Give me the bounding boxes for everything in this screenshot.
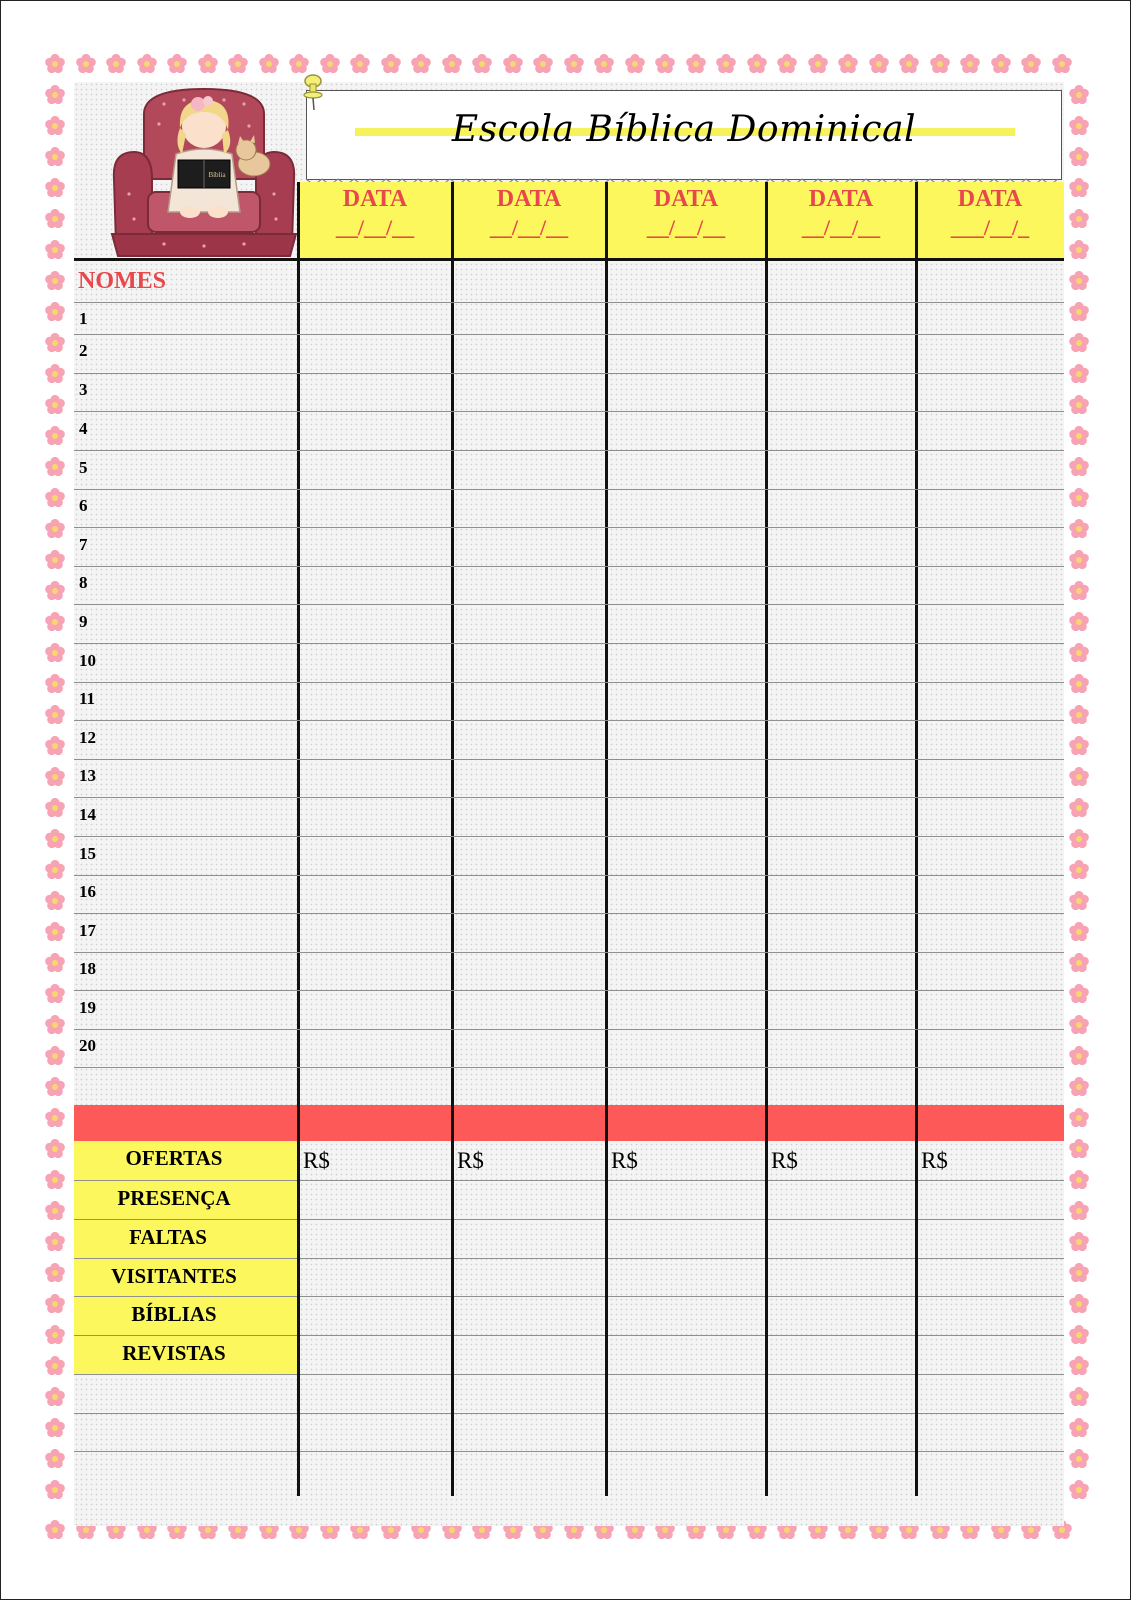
row-number: 5	[79, 458, 88, 477]
flower-icon	[1068, 1448, 1090, 1470]
flower-icon	[898, 53, 920, 75]
row-number: 20	[79, 1036, 96, 1055]
flower-icon	[1068, 301, 1090, 323]
flower-icon	[1068, 549, 1090, 571]
date-label: DATA	[808, 186, 874, 212]
flower-icon	[105, 53, 127, 75]
flower-icon	[776, 53, 798, 75]
flower-icon	[44, 1107, 66, 1129]
flower-icon	[471, 53, 493, 75]
flower-icon	[1068, 1293, 1090, 1315]
flower-icon	[44, 1479, 66, 1501]
flower-icon	[1068, 425, 1090, 447]
flower-icon	[1068, 1231, 1090, 1253]
flower-icon	[1068, 766, 1090, 788]
flower-icon	[1068, 642, 1090, 664]
page-title: Escola Bíblica Dominical	[451, 109, 917, 150]
flower-icon	[44, 363, 66, 385]
flower-icon	[44, 270, 66, 292]
row-divider	[74, 411, 1064, 412]
flower-icon	[44, 611, 66, 633]
date-column-header	[298, 182, 452, 260]
row-divider	[74, 913, 1064, 914]
flower-icon	[1068, 239, 1090, 261]
summary-label: OFERTAS	[125, 1146, 223, 1170]
date-label: DATA	[342, 186, 408, 212]
row-divider	[74, 1029, 1064, 1030]
flower-icon	[1068, 487, 1090, 509]
flower-icon	[44, 177, 66, 199]
row-divider	[74, 450, 1064, 451]
row-number: 10	[79, 651, 96, 670]
flower-icon	[1068, 115, 1090, 137]
date-label: DATA	[496, 186, 562, 212]
flower-icon	[44, 549, 66, 571]
flower-icon	[44, 921, 66, 943]
flower-icon	[75, 53, 97, 75]
date-column-header	[916, 182, 1064, 260]
flower-icon	[502, 53, 524, 75]
flower-icon	[441, 53, 463, 75]
flower-icon	[1068, 84, 1090, 106]
flower-icon	[166, 53, 188, 75]
date-blank: __/__/__	[646, 215, 726, 240]
flower-icon	[1068, 177, 1090, 199]
flower-icon	[44, 1138, 66, 1160]
column-divider	[605, 1141, 608, 1496]
flower-icon	[44, 859, 66, 881]
row-number: 14	[79, 805, 96, 824]
flower-icon	[44, 1293, 66, 1315]
summary-label: BÍBLIAS	[131, 1302, 217, 1326]
flower-icon	[44, 208, 66, 230]
row-number: 13	[79, 766, 96, 785]
flower-icon	[1068, 921, 1090, 943]
row-divider	[74, 334, 1064, 335]
flower-icon	[1068, 363, 1090, 385]
flower-icon	[1020, 53, 1042, 75]
flower-icon	[44, 1231, 66, 1253]
flower-icon	[563, 53, 585, 75]
date-column-header	[766, 182, 916, 260]
row-number: 6	[79, 496, 88, 515]
date-blank: ___/__/_	[950, 215, 1030, 240]
flower-icon	[1068, 208, 1090, 230]
flower-icon	[868, 53, 890, 75]
row-divider	[74, 836, 1064, 837]
flower-icon	[44, 673, 66, 695]
flower-icon	[44, 456, 66, 478]
offering-currency: R$	[611, 1148, 638, 1173]
title-banner	[306, 90, 1062, 180]
flower-icon	[44, 53, 66, 75]
flower-icon	[44, 1076, 66, 1098]
flower-icon	[44, 115, 66, 137]
flower-icon	[1068, 1045, 1090, 1067]
attendance-sheet	[74, 82, 1064, 1526]
row-number: 4	[79, 419, 88, 438]
flower-icon	[44, 1355, 66, 1377]
flower-icon	[227, 53, 249, 75]
flower-icon	[44, 425, 66, 447]
row-number: 8	[79, 573, 88, 592]
flower-icon	[1068, 1200, 1090, 1222]
row-divider	[74, 875, 1064, 876]
column-divider	[451, 1105, 454, 1141]
column-divider	[765, 1105, 768, 1141]
row-divider	[74, 604, 1064, 605]
flower-icon	[1068, 332, 1090, 354]
date-column-header	[606, 182, 766, 260]
flower-icon	[990, 53, 1012, 75]
summary-label: PRESENÇA	[117, 1186, 231, 1210]
offering-currency: R$	[457, 1148, 484, 1173]
column-divider	[451, 1141, 454, 1496]
summary-label: VISITANTES	[111, 1264, 237, 1288]
flower-icon	[44, 1417, 66, 1439]
flower-icon	[532, 53, 554, 75]
flower-icon	[44, 704, 66, 726]
flower-icon	[1068, 1386, 1090, 1408]
row-number: 11	[79, 689, 96, 708]
row-number: 15	[79, 844, 96, 863]
row-number: 9	[79, 612, 88, 631]
flower-icon	[136, 53, 158, 75]
column-divider	[765, 1141, 768, 1496]
row-divider	[74, 720, 1064, 721]
row-number: 1	[79, 309, 88, 328]
flower-icon	[1068, 983, 1090, 1005]
flower-icon	[44, 84, 66, 106]
book-title: Bíblia	[208, 171, 226, 179]
flower-icon	[44, 1448, 66, 1470]
flower-icon	[685, 53, 707, 75]
flower-icon	[1068, 1324, 1090, 1346]
flower-icon	[715, 53, 737, 75]
flower-icon	[1068, 735, 1090, 757]
flower-icon	[44, 766, 66, 788]
flower-icon	[959, 53, 981, 75]
flower-icon	[1068, 146, 1090, 168]
flower-icon	[654, 53, 676, 75]
flower-icon	[44, 394, 66, 416]
flower-icon	[624, 53, 646, 75]
row-divider	[74, 373, 1064, 374]
flower-icon	[44, 332, 66, 354]
flower-icon	[44, 487, 66, 509]
date-blank: __/__/__	[489, 215, 569, 240]
flower-icon	[44, 301, 66, 323]
flower-icon	[44, 797, 66, 819]
row-divider	[74, 302, 1064, 303]
date-blank: __/__/__	[335, 215, 415, 240]
row-divider	[74, 643, 1064, 644]
flower-icon	[929, 53, 951, 75]
flower-icon	[807, 53, 829, 75]
summary-label: REVISTAS	[122, 1341, 226, 1365]
flower-icon	[1068, 828, 1090, 850]
flower-icon	[44, 518, 66, 540]
flower-icon	[44, 828, 66, 850]
flower-icon	[44, 1045, 66, 1067]
row-number: 16	[79, 882, 96, 901]
flower-icon	[1068, 270, 1090, 292]
row-divider	[74, 489, 1064, 490]
offering-currency: R$	[771, 1148, 798, 1173]
row-number: 2	[79, 341, 88, 360]
row-divider	[74, 759, 1064, 760]
flower-icon	[1068, 456, 1090, 478]
flower-icon	[349, 53, 371, 75]
flower-icon	[44, 642, 66, 664]
flower-icon	[44, 1014, 66, 1036]
pushpin-icon	[300, 72, 330, 112]
flower-icon	[1068, 704, 1090, 726]
flower-icon	[44, 735, 66, 757]
row-number: 7	[79, 535, 88, 554]
date-label: DATA	[957, 186, 1023, 212]
flower-icon	[1068, 611, 1090, 633]
flower-icon	[44, 890, 66, 912]
flower-icon	[1068, 1138, 1090, 1160]
row-divider	[74, 990, 1064, 991]
row-divider	[74, 527, 1064, 528]
column-divider	[605, 1105, 608, 1141]
column-divider	[297, 1141, 300, 1496]
offering-currency: R$	[303, 1148, 330, 1173]
row-number: 18	[79, 959, 96, 978]
flower-icon	[44, 1519, 66, 1541]
flower-icon	[44, 1200, 66, 1222]
flower-icon	[44, 580, 66, 602]
row-number: 3	[79, 380, 88, 399]
row-divider	[74, 797, 1064, 798]
flower-icon	[1068, 890, 1090, 912]
flower-icon	[44, 1386, 66, 1408]
flower-icon	[1068, 1479, 1090, 1501]
flower-icon	[44, 239, 66, 261]
flower-icon	[380, 53, 402, 75]
column-divider	[297, 1105, 300, 1141]
date-header	[298, 182, 1064, 260]
date-blank: __/__/__	[801, 215, 881, 240]
flower-icon	[1068, 673, 1090, 695]
flower-icon	[44, 146, 66, 168]
flower-icon	[1068, 1417, 1090, 1439]
row-number: 12	[79, 728, 96, 747]
column-divider	[915, 1141, 918, 1496]
flower-icon	[1068, 518, 1090, 540]
flower-icon	[44, 952, 66, 974]
flower-icon	[1068, 1107, 1090, 1129]
flower-icon	[44, 1324, 66, 1346]
flower-icon	[1068, 859, 1090, 881]
flower-icon	[1051, 53, 1073, 75]
girl-reading-illustration	[104, 84, 304, 262]
flower-icon	[1068, 797, 1090, 819]
flower-icon	[1068, 1014, 1090, 1036]
row-number: 17	[79, 921, 96, 940]
date-column-header	[452, 182, 606, 260]
column-divider	[915, 1105, 918, 1141]
flower-icon	[197, 53, 219, 75]
flower-icon	[258, 53, 280, 75]
flower-icon	[746, 53, 768, 75]
offering-currency: R$	[921, 1148, 948, 1173]
date-label: DATA	[653, 186, 719, 212]
flower-icon	[1068, 580, 1090, 602]
flower-icon	[593, 53, 615, 75]
row-divider	[74, 1067, 1064, 1068]
flower-icon	[1068, 1355, 1090, 1377]
summary-label: FALTAS	[129, 1225, 207, 1249]
flower-icon	[1068, 394, 1090, 416]
names-header: NOMES	[78, 268, 167, 294]
flower-icon	[1068, 1262, 1090, 1284]
flower-icon	[1068, 1076, 1090, 1098]
flower-icon	[44, 983, 66, 1005]
row-number: 19	[79, 998, 96, 1017]
row-divider	[74, 952, 1064, 953]
row-divider	[74, 682, 1064, 683]
flower-icon	[44, 1262, 66, 1284]
flower-icon	[1068, 1169, 1090, 1191]
flower-icon	[1068, 952, 1090, 974]
flower-icon	[837, 53, 859, 75]
flower-icon	[410, 53, 432, 75]
row-divider	[74, 566, 1064, 567]
flower-icon	[44, 1169, 66, 1191]
